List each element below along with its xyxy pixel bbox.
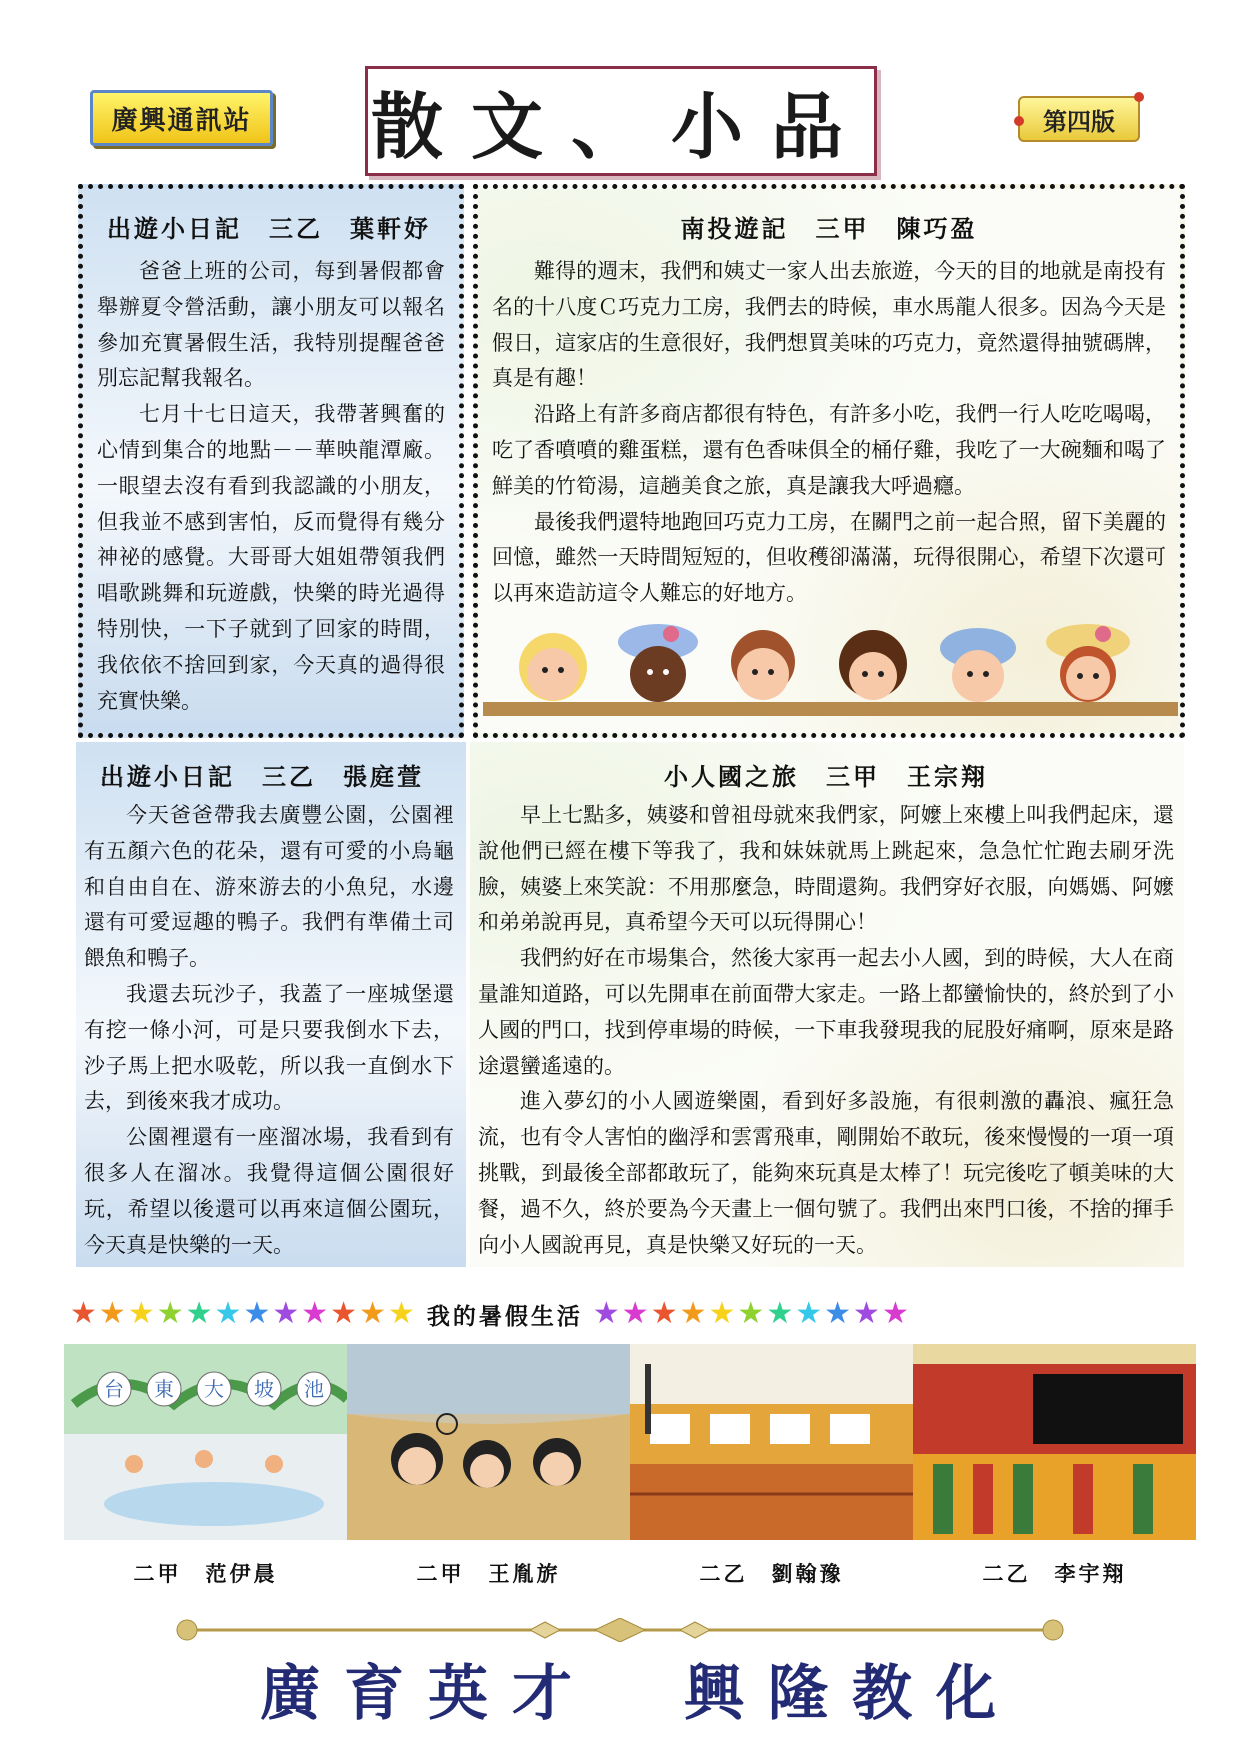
star-icon: ★: [766, 1296, 794, 1331]
gallery-title: 我的暑假生活: [426, 1302, 583, 1330]
article-paragraph: 沿路上有許多商店都很有特色，有許多小吃，我們一行人吃吃喝喝，吃了香噴噴的雞蛋糕，還有色香味俱全的桶仔雞，我吃了一大碗麵和喝了鮮美的竹筍湯，這趟美食之旅，真是讓我大呼過癮。: [492, 402, 1166, 498]
drawing-label: 大: [204, 1377, 224, 1401]
drawing-caption: 二甲 范伊晨: [133, 1561, 278, 1586]
child-figure: [618, 624, 698, 702]
star-icon: ★: [359, 1296, 386, 1331]
star-row-left: [70, 1296, 417, 1332]
student-drawing: [630, 1344, 913, 1540]
star-icon: ★: [185, 1296, 213, 1331]
star-icon: ★: [243, 1296, 271, 1331]
article-paragraph: 我們約好在市場集合，然後大家再一起去小人國，到的時候，大人在商量誰知道路，可以先開車在前面帶大家走。一路上都蠻愉快的，終於到了小人國的門口，找到停車場的時候，一下車我發現我的屁股好痛啊，原來是路途還蠻遙遠的。: [478, 946, 1174, 1078]
drawing-caption: 二乙 劉翰豫: [699, 1561, 844, 1586]
child-figure: [731, 630, 795, 700]
drawing-label: 坡: [254, 1377, 274, 1401]
pin-icon: [1134, 92, 1144, 102]
student-drawing: [347, 1344, 630, 1540]
school-motto: [260, 1646, 1020, 1732]
article-body: [84, 798, 454, 1263]
drawing-label: 池: [304, 1377, 324, 1401]
article-heading: 出遊小日記 三乙 張庭萱: [100, 762, 424, 791]
star-icon: ★: [301, 1296, 329, 1331]
drawing-label: 東: [154, 1377, 174, 1401]
fence-rail: [483, 702, 1178, 716]
article-paragraph: 進入夢幻的小人國遊樂園，看到好多設施，有很刺激的轟浪、瘋狂急流，也有令人害怕的幽浮和雲霄飛車，剛開始不敢玩，後來慢慢的一項一項挑戰，到最後全部都敢玩了，能夠來玩真是太棒了！玩完後吃了頓美味的大餐，過不久，終於要為今天畫上一個句號了。我們出來門口後，不捨的揮手向小人國說再見，真是快樂又好玩的一天。: [478, 1089, 1174, 1257]
star-row-right: [593, 1296, 911, 1332]
article-paragraph: 爸爸上班的公司，每到暑假都會舉辦夏令營活動，讓小朋友可以報名參加充實暑假生活，我特別提醒爸爸別忘記幫我報名。: [97, 259, 445, 391]
article-paragraph: 今天爸爸帶我去廣豐公園，公園裡有五顏六色的花朵，還有可愛的小烏龜和自由自在、游來游去的小魚兒，水邊還有可愛逗趣的鴨子。我們有準備土司餵魚和鴨子。: [84, 803, 454, 971]
article-body: [478, 798, 1174, 1263]
star-icon: ★: [70, 1296, 97, 1331]
footer-divider: [175, 1618, 1065, 1642]
pin-icon: [1014, 116, 1024, 126]
motto-right: 興隆教化: [684, 1659, 1020, 1729]
article-heading: 小人國之旅 三甲 王宗翔: [664, 762, 988, 791]
star-icon: ★: [679, 1296, 707, 1331]
student-drawing: [64, 1344, 347, 1540]
star-icon: ★: [650, 1296, 678, 1331]
article-panel: [76, 742, 466, 1267]
star-icon: ★: [214, 1296, 242, 1331]
article-paragraph: 難得的週末，我們和姨丈一家人出去旅遊，今天的目的地就是南投有名的十八度Ｃ巧克力工房，我們去的時候，車水馬龍人很多。因為今天是假日，這家店的生意很好，我們想買美味的巧克力，竟然還得抽號碼牌，真是有趣！: [492, 259, 1166, 391]
star-icon: ★: [387, 1296, 415, 1331]
star-icon: ★: [156, 1296, 184, 1331]
child-figure: [940, 628, 1016, 702]
article-paragraph: 早上七點多，姨婆和曾祖母就來我們家，阿嬤上來樓上叫我們起床，還說他們已經在樓下等我了，我和妹妹就馬上跳起來，急急忙忙跑去刷牙洗臉，姨婆上來笑說：不用那麼急，時間還夠。我們穿好衣服，向媽媽、阿嬤和弟弟說再見，真希望今天可以玩得開心！: [478, 803, 1174, 935]
drawing-caption: 二甲 王胤旂: [416, 1561, 561, 1586]
newsletter-name-tag: [90, 90, 273, 146]
article-panel: [78, 184, 464, 738]
star-icon: ★: [737, 1296, 765, 1331]
article-paragraph: 七月十七日這天，我帶著興奮的心情到集合的地點－－華映龍潭廠。一眼望去沒有看到我認識的小朋友，但我並不感到害怕，反而覺得有幾分神祕的感覺。大哥哥大姐姐帶領我們唱歌跳舞和玩遊戲，快樂的時光過得特別快，一下子就到了回家的時間，我依依不捨回到家，今天真的過得很充實快樂。: [97, 402, 445, 713]
star-icon: ★: [881, 1296, 909, 1331]
article-body: [492, 254, 1166, 612]
star-icon: ★: [708, 1296, 736, 1331]
article-panel: [470, 742, 1184, 1267]
drawing-label: 台: [104, 1377, 124, 1401]
motto-left: 廣育英才: [260, 1659, 596, 1729]
star-icon: ★: [592, 1296, 620, 1331]
article-paragraph: 我還去玩沙子，我蓋了一座城堡還有挖一條小河，可是只要我倒水下去，沙子馬上把水吸乾，所以我一直倒水下去，到後來我才成功。: [84, 981, 454, 1114]
page-title-box: [365, 66, 877, 176]
star-icon: ★: [98, 1296, 126, 1331]
article-heading: 南投遊記 三甲 陳巧盈: [680, 214, 978, 243]
child-figure: [519, 633, 587, 701]
article-paragraph: 最後我們還特地跑回巧克力工房，在關門之前一起合照，留下美麗的回憶，雖然一天時間短短的，但收穫卻滿滿，玩得很開心，希望下次還可以再來造訪這令人難忘的好地方。: [492, 509, 1166, 606]
edition-label: 第四版: [1043, 106, 1115, 136]
gallery-title-band: [70, 1294, 1185, 1334]
child-figure: [1046, 624, 1130, 702]
article-heading: 出遊小日記 三乙 葉軒妤: [107, 214, 431, 243]
star-icon: ★: [853, 1296, 880, 1331]
child-figure: [839, 630, 907, 700]
article-paragraph: 公園裡還有一座溜冰場，我看到有很多人在溜冰。我覺得這個公園很好玩，希望以後還可以再來這個公園玩，今天真是快樂的一天。: [84, 1125, 454, 1257]
newsletter-name: 廣興通訊站: [111, 105, 252, 136]
drawing-caption: 二乙 李宇翔: [982, 1561, 1127, 1586]
star-icon: ★: [621, 1296, 649, 1331]
student-drawing: [913, 1344, 1196, 1540]
star-icon: ★: [330, 1296, 358, 1331]
children-illustration: [483, 612, 1178, 722]
edition-tag: [1018, 96, 1140, 142]
star-icon: ★: [272, 1296, 300, 1331]
star-icon: ★: [824, 1296, 852, 1331]
article-body: [97, 254, 445, 719]
page-title: 散文、小品: [370, 84, 871, 169]
star-icon: ★: [127, 1296, 155, 1331]
star-icon: ★: [795, 1296, 823, 1331]
